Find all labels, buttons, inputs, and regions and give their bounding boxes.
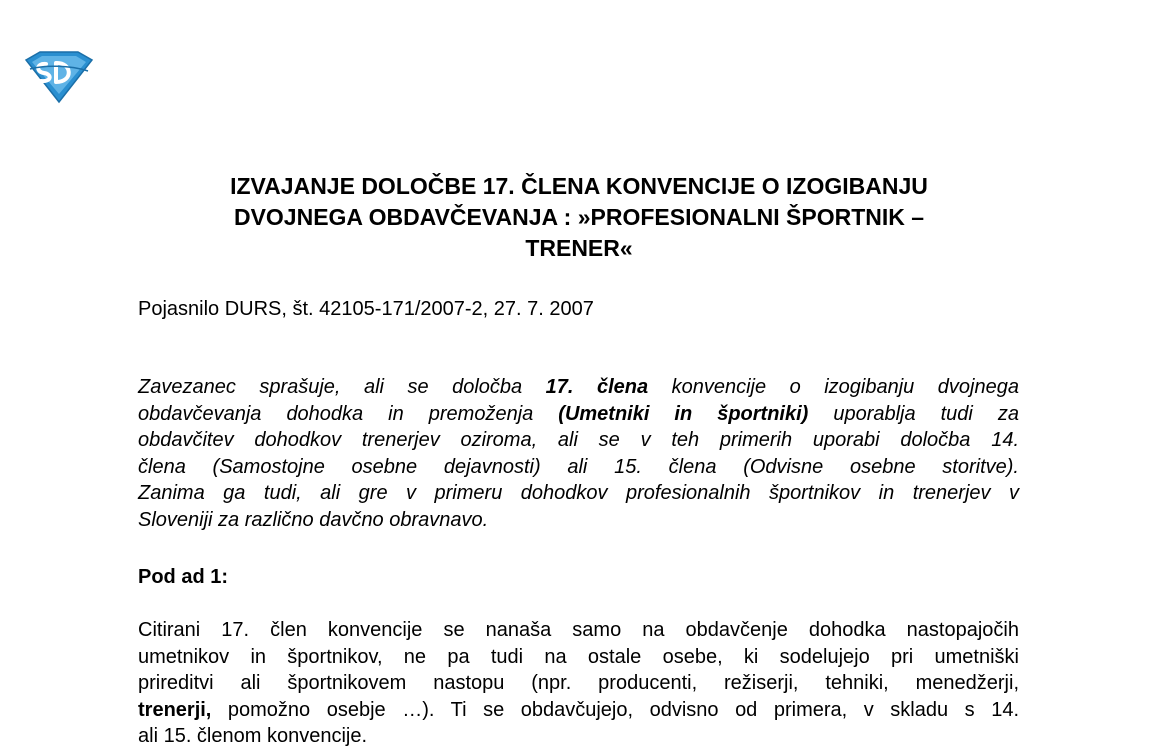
- question-line: obdavčitev dohodkov trenerjev oziroma, ali se v teh primerih uporabi določba 14.: [138, 429, 1019, 451]
- sd-logo: [22, 50, 96, 104]
- text-run: obdavčevanja dohodka in premoženja: [138, 402, 559, 425]
- emphasis: 17. člena: [545, 376, 649, 398]
- text-run: uporablja tudi za: [808, 402, 1019, 425]
- question-line: Sloveniji za različno davčno obravnavo.: [138, 508, 489, 531]
- answer-line: Citirani 17. člen konvencije se nanaša samo na obdavčenje dohodka nastopajočih: [138, 619, 1019, 641]
- text-run: pomožno osebje …). Ti se obdavčujejo, odvisno od primera, v skladu s 14.: [211, 698, 1019, 721]
- section-heading: Pod ad 1:: [138, 566, 229, 588]
- question-line: [138, 401, 1019, 428]
- document-title: [140, 171, 1018, 264]
- answer-paragraph: [138, 617, 1019, 750]
- emphasis: trenerji,: [138, 698, 212, 721]
- answer-line: [138, 697, 1019, 724]
- question-line: [138, 374, 1019, 401]
- question-line: Zanima ga tudi, ali gre v primeru dohodkov profesionalnih športnikov in trenerjev v: [138, 482, 1019, 504]
- question-line: člena (Samostojne osebne dejavnosti) ali 15. člena (Odvisne osebne storitve).: [138, 455, 1019, 478]
- answer-line: ali 15. členom konvencije.: [138, 725, 368, 747]
- title-line-2: DVOJNEGA OBDAVČEVANJA : »PROFESIONALNI ŠPORTNIK –: [233, 204, 925, 230]
- text-run: Zavezanec sprašuje, ali se določba: [138, 376, 546, 398]
- title-line-1: IZVAJANJE DOLOČBE 17. ČLENA KONVENCIJE O IZOGIBANJU: [230, 173, 928, 199]
- emphasis: (Umetniki in športniki): [558, 402, 809, 425]
- reference-line: Pojasnilo DURS, št. 42105-171/2007-2, 27. 7. 2007: [138, 298, 594, 320]
- answer-line: prireditvi ali športnikovem nastopu (npr. producenti, režiserji, tehniki, menedžerji,: [138, 672, 1019, 694]
- sd-diamond-logo-icon: [22, 50, 96, 104]
- text-run: konvencije o izogibanju dvojnega: [648, 376, 1019, 398]
- title-line-3: TRENER«: [525, 235, 633, 261]
- question-paragraph: [138, 374, 1019, 533]
- answer-line: umetnikov in športnikov, ne pa tudi na ostale osebe, ki sodelujejo pri umetniški: [138, 645, 1019, 668]
